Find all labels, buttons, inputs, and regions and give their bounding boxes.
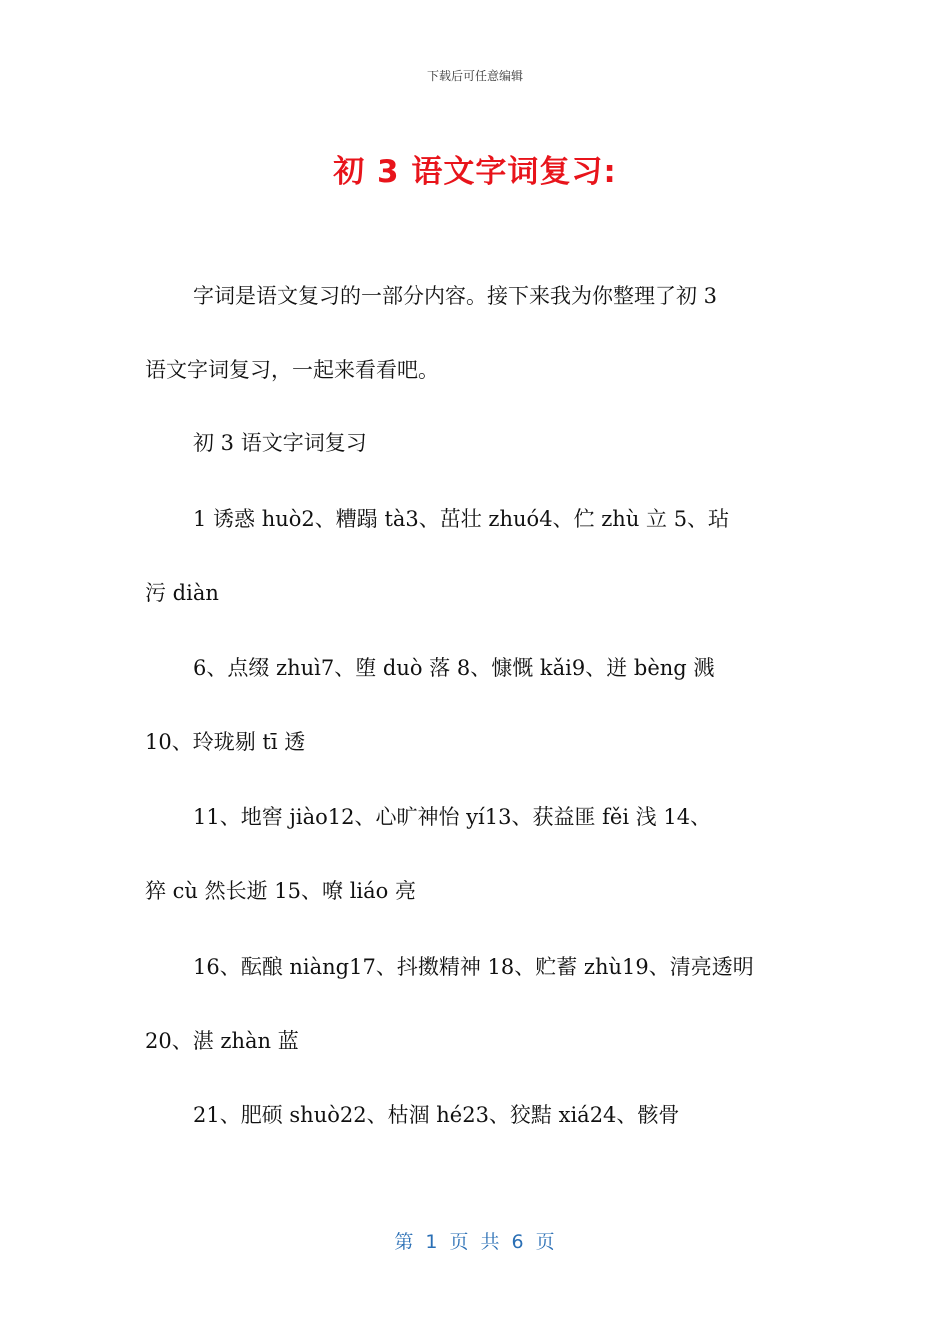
document-title: 初 3 语文字词复习: — [333, 154, 617, 190]
vocab-line-3: 11、地窖 jiào12、心旷神怡 yí13、获益匪 fěi 浅 14、 — [193, 805, 712, 829]
page-number-footer: 第 1 页 共 6 页 — [394, 1231, 556, 1253]
vocab-line-2: 6、点缀 zhuì7、堕 duò 落 8、慷慨 kǎi9、迸 bèng 溅 — [193, 656, 715, 680]
vocab-line-1-cont: 污 diàn — [145, 581, 219, 605]
vocab-line-2-cont: 10、玲珑剔 tī 透 — [145, 730, 306, 754]
paragraph-line-1: 字词是语文复习的一部分内容。接下来我为你整理了初 3 — [193, 284, 718, 308]
vocab-line-3-cont: 猝 cù 然长逝 15、嘹 liáo 亮 — [145, 879, 416, 903]
paragraph-line-2: 语文字词复习，一起来看看吧。 — [145, 358, 439, 382]
vocab-line-4: 16、酝酿 niàng17、抖擞精神 18、贮蓄 zhù19、清亮透明 — [193, 955, 754, 979]
section-heading: 初 3 语文字词复习 — [193, 431, 367, 455]
vocab-line-5: 21、肥硕 shuò22、枯涸 hé23、狡黠 xiá24、骸骨 — [193, 1103, 680, 1127]
vocab-line-4-cont: 20、湛 zhàn 蓝 — [145, 1029, 299, 1053]
vocab-line-1: 1 诱惑 huò2、糟蹋 tà3、茁壮 zhuó4、伫 zhù 立 5、玷 — [193, 507, 730, 531]
header-note: 下载后可任意编辑 — [426, 69, 523, 83]
